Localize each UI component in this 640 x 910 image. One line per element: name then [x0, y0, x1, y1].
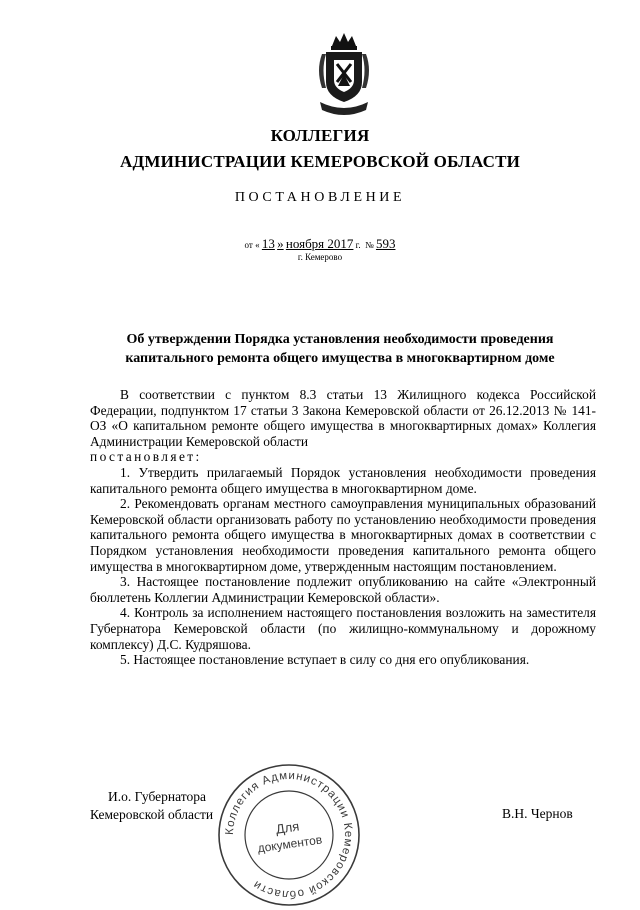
item-2: 2. Рекомендовать органам местного самоуправления муниципальных образований Кемеровской области организовать работу по установлению необходимости проведения капитального ремонта общего имущества в многоквартирных домах в соответствии с Порядком установления необходимости проведения капитального ремонта общего имущества в многоквартирном доме, утвержденным настоящим постановлением. [90, 496, 596, 574]
document-type: ПОСТАНОВЛЕНИЕ [234, 190, 406, 205]
decree-word: постановляет: [90, 449, 202, 465]
item-1: 1. Утвердить прилагаемый Порядок установления необходимости проведения капитального ремонта общего имущества в многоквартирном доме. [90, 464, 596, 496]
date-month-year: ноября 2017 [285, 236, 354, 251]
city-label: г. Кемерово [297, 252, 343, 262]
intro-paragraph: В соответствии с пунктом 8.3 статьи 13 Жилищного кодекса Российской Федерации, подпунктом 17 статьи 3 Закона Кемеровской области от 26.12.2013 № 141-ОЗ «О капитальном ремонте общего имущества в многоквартирных домах» Коллегия Администрации Кемеровской области [90, 387, 596, 449]
date-year-suffix: г. [355, 240, 361, 250]
item-3: 3. Настоящее постановление подлежит опубликованию на сайте «Электронный бюллетень Коллегии Администрации Кемеровской области». [90, 574, 596, 605]
title-line-1: Об утверждении Порядка установления необходимости проведения [126, 332, 554, 347]
stamp-center-line-1: Для [274, 818, 301, 837]
stamp-ring-text: Коллегия Администрации Кемеровской области [223, 769, 355, 901]
official-stamp [214, 760, 364, 910]
collegium-title: КОЛЛЕГИЯ [270, 126, 370, 145]
item-4: 4. Контроль за исполнением настоящего постановления возложить на заместителя Губернатора Кемеровской области (по жилищно-коммунальному и дорожному комплексу) Д.С. Кудряшова. [90, 605, 596, 652]
stamp-center-line-2: документов [256, 832, 323, 856]
item-5: 5. Настоящее постановление вступает в силу со дня его опубликования. [120, 652, 530, 668]
document-title [100, 330, 580, 368]
number-sign: № [365, 240, 374, 250]
administration-title: АДМИНИСТРАЦИИ КЕМЕРОВСКОЙ ОБЛАСТИ [119, 152, 521, 171]
signer-position [90, 788, 213, 824]
signer-position-line-2: Кемеровской области [90, 807, 214, 822]
document-number: 593 [375, 236, 396, 251]
date-line [0, 236, 640, 252]
signer-position-line-1: И.о. Губернатора [108, 789, 207, 804]
svg-text:Коллегия Администрации Кемеров [224, 770, 354, 900]
date-quote: » [277, 236, 284, 251]
signer-name: В.Н. Чернов [502, 806, 573, 821]
date-prefix: от « [244, 240, 260, 250]
date-day: 13 [261, 236, 275, 251]
coat-of-arms-icon [312, 30, 376, 118]
title-line-2: капитального ремонта общего имущества в многоквартирном доме [125, 351, 555, 366]
document-body [90, 387, 596, 668]
